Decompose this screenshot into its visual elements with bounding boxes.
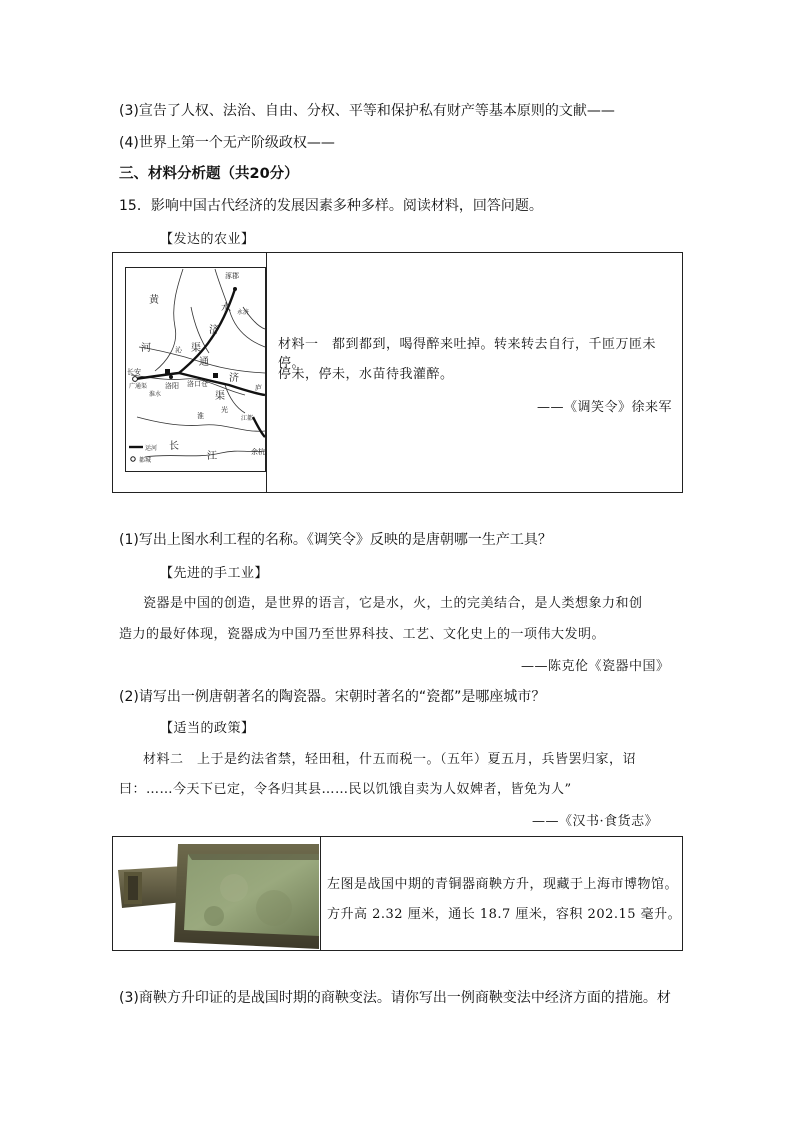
material1-line2: 停未，停未，水苗待我灌醉。 bbox=[278, 367, 454, 382]
map-label-zhuojun: 涿郡 bbox=[225, 272, 239, 280]
map-label-yuhang: 余杭 bbox=[251, 448, 265, 456]
q15-stem: 15．影响中国古代经济的发展因素多种多样。阅读材料，回答问题。 bbox=[119, 198, 543, 214]
handicraft-para-line2: 造力的最好体现，瓷器成为中国乃至世界科技、工艺、文化史上的一项伟大发明。 bbox=[119, 627, 606, 642]
material2-line1: 材料二 上于是约法省禁，轻田租，什五而税一。（五年）夏五月，兵皆罢归家，诏 bbox=[143, 752, 637, 767]
map-label-guang: 光 bbox=[221, 406, 228, 414]
q14-item-4: (4)世界上第一个无产阶级政权—— bbox=[119, 135, 335, 151]
policy-heading: 【适当的政策】 bbox=[160, 721, 255, 736]
map-legend-canal: 运河 bbox=[145, 445, 158, 452]
material2-line2: 曰：……今天下已定，令各归其县……民以饥饿自卖为人奴婢者，皆免为人” bbox=[119, 782, 572, 797]
bronze-caption-line2: 方升高 2.32 厘米，通长 18.7 厘米，容积 202.15 毫升。 bbox=[327, 907, 682, 922]
material1-source: ——《调笑令》徐来军 bbox=[537, 400, 673, 415]
map-label-changan: 长安 bbox=[127, 368, 141, 376]
map-label-huai: 淮 bbox=[197, 412, 204, 420]
table-divider bbox=[266, 253, 267, 492]
map-label-shui: 水 bbox=[221, 303, 231, 314]
map-label-luokoucang: 洛口仓 bbox=[187, 380, 208, 388]
handicraft-heading: 【先进的手工业】 bbox=[160, 566, 269, 581]
map-label-jiangdu: 江都 bbox=[241, 415, 254, 422]
map-drawing bbox=[125, 267, 266, 472]
handicraft-source: ——陈克伦《瓷器中国》 bbox=[521, 659, 670, 674]
handicraft-para-line1: 瓷器是中国的创造，是世界的语言，它是水，火，土的完美结合，是人类想象力和创 bbox=[143, 596, 643, 611]
map-label-qu: 渠 bbox=[191, 343, 201, 354]
bronze-table-divider bbox=[320, 837, 321, 950]
map-label-jiang: 江 bbox=[207, 451, 217, 462]
map-label-lu: 庐 bbox=[255, 384, 262, 392]
q14-item-3: (3)宣告了人权、法治、自由、分权、平等和保护私有财产等基本原则的文献—— bbox=[119, 103, 615, 119]
map-label-ji: 济 bbox=[209, 325, 219, 336]
q15-part3: (3)商鞅方升印证的是战国时期的商鞅变法。请你写出一例商鞅变法中经济方面的措施。材 bbox=[119, 990, 671, 1006]
section-heading: 三、材料分析题（共20分） bbox=[119, 166, 299, 182]
map-label-qin: 沁 bbox=[175, 346, 182, 354]
agriculture-heading: 【发达的农业】 bbox=[160, 232, 255, 247]
map-label-luoyang: 洛阳 bbox=[165, 382, 179, 390]
map-label-yongji: 永济 bbox=[237, 309, 250, 316]
shang-yang-fangsheng-photo bbox=[114, 838, 319, 949]
map-legend-city: 都城 bbox=[139, 457, 152, 464]
q15-part2: (2)请写出一例唐朝著名的陶瓷器。宋朝时著名的“瓷都”是哪座城市？ bbox=[119, 689, 546, 705]
bronze-table bbox=[112, 836, 683, 951]
material1-line1: 材料一 都到都到，喝得醉来吐掉。转来转去自行，千匝万匝未停。 bbox=[278, 337, 657, 371]
map-label-chang: 长 bbox=[169, 441, 179, 452]
bronze-vessel-drawing bbox=[114, 838, 319, 949]
agriculture-table bbox=[112, 252, 683, 493]
map-label-river-huai: 淮水 bbox=[149, 391, 162, 398]
map-label-guangtong: 广通渠 bbox=[129, 383, 148, 390]
material2-source: ——《汉书·食货志》 bbox=[532, 814, 659, 829]
map-label-huang: 黄 bbox=[149, 295, 159, 306]
bronze-caption-line1: 左图是战国中期的青铜器商鞅方升，现藏于上海市博物馆。 bbox=[327, 877, 679, 892]
map-label-tong: 通 bbox=[199, 357, 209, 368]
q15-part1: (1)写出上图水利工程的名称。《调笑令》反映的是唐朝哪一生产工具？ bbox=[119, 532, 552, 548]
grand-canal-map bbox=[125, 267, 266, 472]
map-label-he: 河 bbox=[141, 343, 151, 354]
map-label-jiqu: 济 bbox=[229, 373, 239, 384]
map-label-qu2: 渠 bbox=[215, 391, 225, 402]
